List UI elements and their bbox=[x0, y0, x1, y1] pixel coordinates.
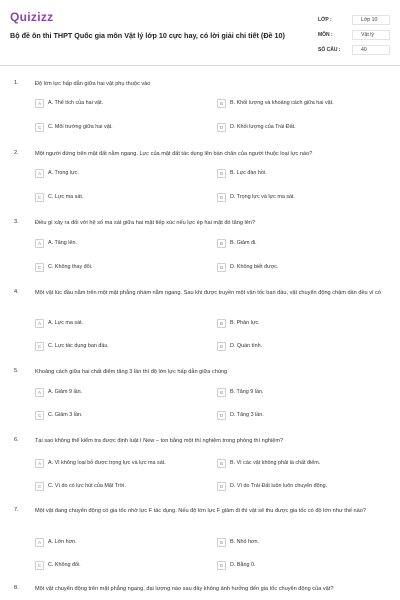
option-d[interactable] bbox=[217, 122, 296, 132]
option-text: D. Vì do Trái Đất luôn luôn chuyển động. bbox=[230, 483, 328, 489]
option-text: A. Tăng lên. bbox=[48, 240, 77, 246]
option-text: C. Môi trường giữa hai vật. bbox=[48, 124, 113, 130]
option-text: D. Trọng lực và lực ma sát. bbox=[230, 194, 296, 200]
option-text: C. Không đổi. bbox=[48, 562, 81, 568]
option-text: B. Phản lực. bbox=[230, 320, 260, 326]
option-letter-box: A bbox=[35, 169, 44, 178]
option-letter-box: B bbox=[217, 169, 226, 178]
option-letter-box: B bbox=[217, 459, 226, 468]
question-text: Một vật chuyển động trên mặt phẳng ngang, đại lượng nào sau đây không ảnh hưởng đến gia tốc chuyển động của vật? bbox=[35, 586, 334, 592]
option-letter-box: A bbox=[35, 99, 44, 108]
option-c[interactable] bbox=[35, 262, 92, 272]
class-label: LỚP : bbox=[318, 17, 332, 23]
option-d[interactable] bbox=[217, 192, 295, 202]
option-letter-box: D bbox=[217, 193, 226, 202]
option-letter-box: A bbox=[35, 239, 44, 248]
option-text: A. Thể tích của hai vật. bbox=[48, 100, 104, 106]
option-text: D. Khối lượng của Trái Đất. bbox=[230, 124, 296, 130]
option-text: B. Vì các vật không phải là chất điểm. bbox=[230, 460, 321, 466]
document-title: Bộ đề ôn thi THPT Quốc gia môn Vật lý lớp 10 cực hay, có lời giải chi tiết (Đề 10) bbox=[10, 31, 285, 40]
option-text: D. Không biết được. bbox=[230, 264, 279, 270]
question-text: Độ lớn lực hấp dẫn giữa hai vật phụ thuộc vào bbox=[35, 81, 151, 87]
option-a[interactable] bbox=[35, 238, 77, 248]
question-text: Một vật đang chuyển động có gia tốc nhờ lực F tác dụng. Nếu độ lớn lực F giảm đi thì vật sẽ thu được gia tốc có độ lớn như thế nào? bbox=[35, 508, 366, 514]
option-text: B. Giảm đi. bbox=[230, 240, 257, 246]
option-text: D. Quán tính. bbox=[230, 343, 263, 349]
option-c[interactable] bbox=[35, 192, 83, 202]
option-c[interactable] bbox=[35, 341, 109, 351]
option-letter-box: C bbox=[35, 263, 44, 272]
option-a[interactable] bbox=[35, 318, 83, 328]
question-number: 7. bbox=[14, 507, 19, 513]
option-text: D. Tăng 3 lần. bbox=[230, 412, 264, 418]
option-text: C. Không thay đổi. bbox=[48, 264, 93, 270]
option-letter-box: A bbox=[35, 319, 44, 328]
option-d[interactable] bbox=[217, 410, 264, 420]
option-letter-box: D bbox=[217, 411, 226, 420]
question-number: 5. bbox=[14, 368, 19, 374]
option-a[interactable] bbox=[35, 168, 79, 178]
option-text: A. Trọng lực. bbox=[48, 170, 79, 176]
option-letter-box: A bbox=[35, 388, 44, 397]
option-letter-box: B bbox=[217, 99, 226, 108]
option-a[interactable] bbox=[35, 98, 103, 108]
option-letter-box: C bbox=[35, 561, 44, 570]
option-letter-box: C bbox=[35, 411, 44, 420]
question-number: 6. bbox=[14, 437, 19, 443]
question-number: 8. bbox=[14, 585, 19, 591]
option-d[interactable] bbox=[217, 341, 262, 351]
option-letter-box: A bbox=[35, 459, 44, 468]
option-letter-box: D bbox=[217, 342, 226, 351]
option-b[interactable] bbox=[217, 458, 320, 468]
option-c[interactable] bbox=[35, 481, 126, 491]
option-text: A. Lớn hơn. bbox=[48, 539, 77, 545]
option-letter-box: B bbox=[217, 538, 226, 547]
option-b[interactable] bbox=[217, 98, 334, 108]
option-d[interactable] bbox=[217, 560, 255, 570]
option-text: B. Khối lượng và khoảng cách giữa hai vật. bbox=[230, 100, 334, 106]
option-text: C. Giảm 3 lần. bbox=[48, 412, 83, 418]
question-number: 1. bbox=[14, 80, 19, 86]
option-text: A. Giảm 9 lần. bbox=[48, 389, 83, 395]
option-text: B. Lực đàn hồi. bbox=[230, 170, 267, 176]
option-text: A. Lực ma sát. bbox=[48, 320, 84, 326]
option-a[interactable] bbox=[35, 537, 77, 547]
option-letter-box: D bbox=[217, 561, 226, 570]
option-letter-box: D bbox=[217, 123, 226, 132]
option-letter-box: B bbox=[217, 388, 226, 397]
quizizz-logo: Quizizz bbox=[10, 10, 54, 24]
question-text: Tại sao không thể kiểm tra được định luật I New – ton bằng một thí nghiệm trong phòng thí nghiệm? bbox=[35, 438, 284, 444]
option-b[interactable] bbox=[217, 168, 267, 178]
question-count-value: 40 bbox=[352, 45, 390, 55]
option-b[interactable] bbox=[217, 238, 257, 248]
option-text: C. Vì do có lực hút của Mặt Trời. bbox=[48, 483, 126, 489]
option-d[interactable] bbox=[217, 481, 327, 491]
option-b[interactable] bbox=[217, 387, 263, 397]
question-text: Khoảng cách giữa hai chất điểm tăng 3 lần thì độ lớn lực hấp dẫn giữa chúng bbox=[35, 369, 228, 375]
question-text: Một người đứng trên mặt đất nằm ngang. Lực của mặt đất tác dụng lên bàn chân của người thuộc loại lực nào? bbox=[35, 151, 313, 157]
question-number: 3. bbox=[14, 219, 19, 225]
option-letter-box: C bbox=[35, 123, 44, 132]
document-header bbox=[0, 0, 400, 66]
option-text: C. Lực ma sát. bbox=[48, 194, 84, 200]
option-d[interactable] bbox=[217, 262, 279, 272]
question-count-label: SỐ CÂU : bbox=[318, 47, 341, 53]
option-letter-box: C bbox=[35, 193, 44, 202]
option-b[interactable] bbox=[217, 537, 259, 547]
option-letter-box: B bbox=[217, 319, 226, 328]
option-letter-box: A bbox=[35, 538, 44, 547]
option-letter-box: C bbox=[35, 482, 44, 491]
subject-value: Vật lý bbox=[352, 30, 390, 40]
option-text: B. Nhỏ hơn. bbox=[230, 539, 260, 545]
option-text: D. Bằng 0. bbox=[230, 562, 256, 568]
option-letter-box: D bbox=[217, 263, 226, 272]
option-text: A. Vì không loại bỏ được trọng lực và lực ma sát. bbox=[48, 460, 166, 466]
class-value: Lớp 10 bbox=[352, 15, 390, 25]
question-text: Một vật lúc đầu nằm trên một mặt phẳng nhám nằm ngang. Sau khi được truyền một vận tốc ban đầu, vật chuyển động chậm dần đều vì có bbox=[35, 290, 382, 296]
option-c[interactable] bbox=[35, 410, 82, 420]
question-number: 4. bbox=[14, 289, 19, 295]
option-letter-box: B bbox=[217, 239, 226, 248]
option-b[interactable] bbox=[217, 318, 260, 328]
option-text: C. Lực tác dụng ban đầu. bbox=[48, 343, 109, 349]
option-a[interactable] bbox=[35, 387, 82, 397]
option-c[interactable] bbox=[35, 560, 81, 570]
option-a[interactable] bbox=[35, 458, 166, 468]
question-number: 2. bbox=[14, 150, 19, 156]
option-letter-box: D bbox=[217, 482, 226, 491]
subject-label: MÔN : bbox=[318, 32, 333, 38]
option-letter-box: C bbox=[35, 342, 44, 351]
question-text: Điều gì xảy ra đối với hệ số ma sát giữa hai mặt tiếp xúc nếu lực ép hai mặt đó tăng lên? bbox=[35, 220, 256, 226]
option-c[interactable] bbox=[35, 122, 113, 132]
option-text: B. Tăng 9 lần. bbox=[230, 389, 264, 395]
